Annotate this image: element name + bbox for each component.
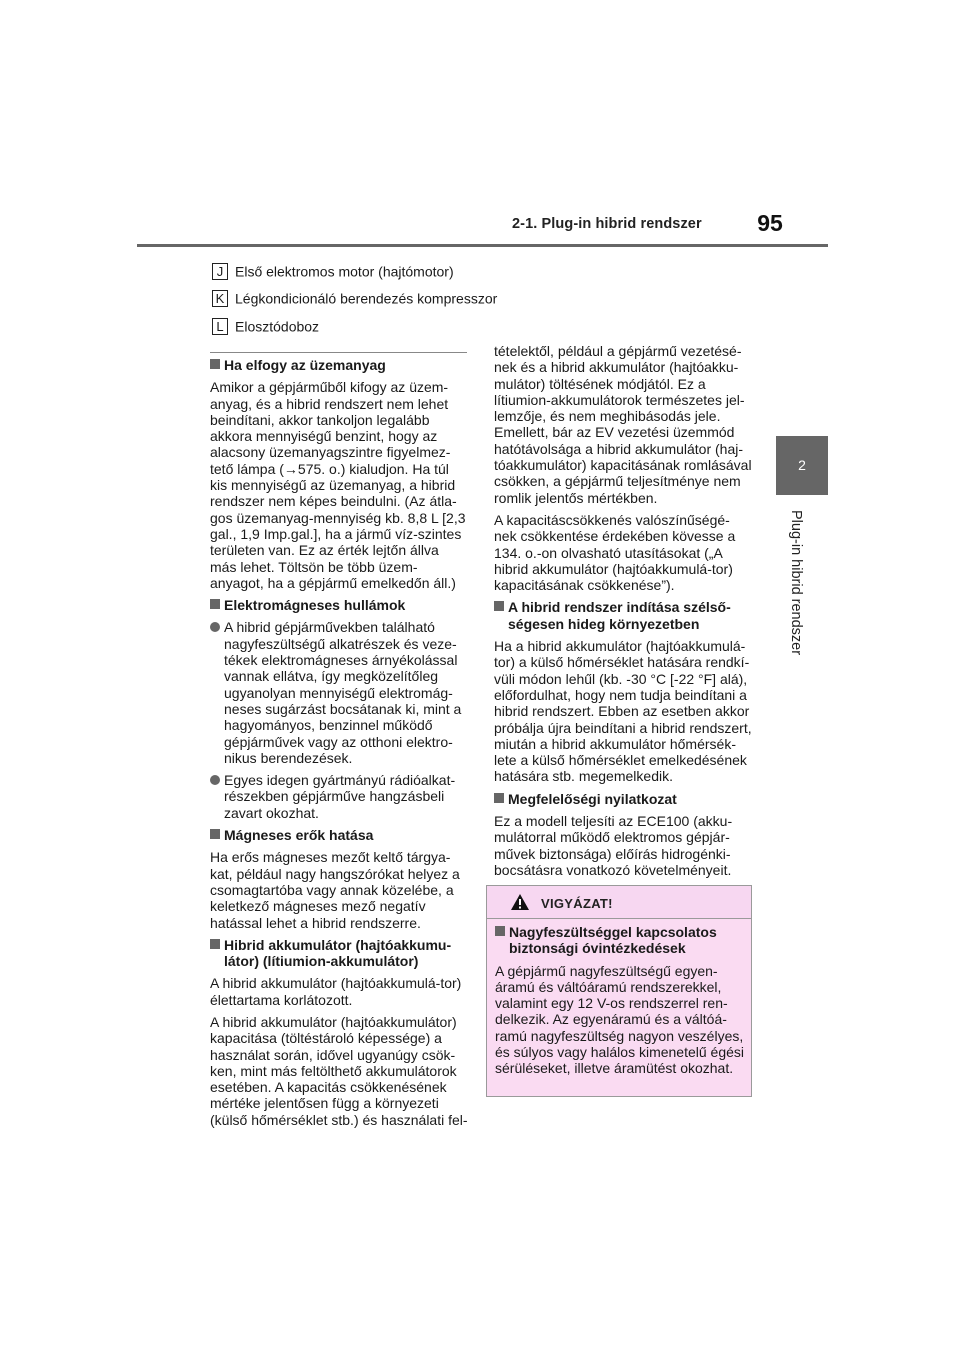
section-title: 2-1. Plug-in hibrid rendszer xyxy=(512,216,702,232)
section-heading: Mágneses erők hatása xyxy=(210,827,468,843)
chapter-tab: 2 xyxy=(776,436,828,495)
section-heading: Elektromágneses hullámok xyxy=(210,597,468,613)
warning-triangle-icon xyxy=(510,893,530,911)
list-item: Egyes idegen gyártmányú rádióalkat-részekben gépjárműve hangzásbeli zavart okozhat. xyxy=(210,772,468,821)
round-bullet-icon xyxy=(210,622,220,632)
legend-key: K xyxy=(212,290,228,307)
paragraph: Amikor a gépjárműből kifogy az üzem-anyag, és a hibrid rendszert nem lehet beindítani, akkor tankoljon legalább akkora mennyiségű benzint, hogy az alacsony üzemanyagszintre figyelmez-tető lámpa (→575. o.) kialudjon. Ha túl kis mennyiségű az üzemanyag, a hibrid rendszer nem képes beindulni. (Az átla-gos üzemanyag-mennyiség kb. 8,8 L [2,3 gal., 1,9 Imp.gal.], ha a jármű víz-szintes területen van. Ez az érték lejtőn állva más lehet. Töltsön be több üzem-anyagot, ha a gépjármű emelkedőn áll.) xyxy=(210,379,466,591)
round-bullet-icon xyxy=(210,775,220,785)
section-heading: A hibrid rendszer indítása szélső-ségesen hideg környezetben xyxy=(494,599,752,632)
paragraph: tételektől, például a gépjármű vezetésé-nek és a hibrid akkumulátor (hajtóakku-mulátor) töltésének módjától. Ez a lítiumion-akkumulátorok természetes jel-lemzője, és nem meghibásodás jele. Emellett, bár az EV vezetési üzemmód hatótávolsága a hibrid akkumulátor (haj-tóakkumulátor) kapacitásának romlásával csökken, a gépjármű teljesítménye nem romlik jelentős mértékben. xyxy=(494,343,752,506)
legend-text: Légkondicionáló berendezés kompresszor xyxy=(235,290,498,307)
square-bullet-icon xyxy=(210,359,220,369)
paragraph: A hibrid akkumulátor (hajtóakkumulá-tor) élettartama korlátozott. xyxy=(210,975,462,1008)
section-divider xyxy=(210,352,467,353)
section-heading: Ha elfogy az üzemanyag xyxy=(210,357,468,373)
section-heading: Hibrid akkumulátor (hajtóakkumu-látor) (lítiumion-akkumulátor) xyxy=(210,937,468,970)
legend-key: L xyxy=(212,318,228,335)
paragraph: Ha a hibrid akkumulátor (hajtóakkumulá-tor) a külső hőmérséklet hatására rendkí-vüli módon lehűl (kb. -30 °C [-22 °F] alá), előfordulhat, hogy nem tudja beindítani a hibrid rendszert. Ebben az esetben akkor próbálja újra beindítani a hibrid rendszert, miután a hibrid akkumulátor hőmérsék-lete a külső hőmérséklet emelkedésének hatására stb. megemelkedik. xyxy=(494,638,752,785)
paragraph: A kapacitáscsökkenés valószínűségé-nek csökkentése érdekében kövesse a 134. o.-on olvasható utasításokat („A hibrid akkumulátor (hajtóakkumulá-tor) kapacitásának csökkenése”). xyxy=(494,511,736,594)
warning-title: VIGYÁZAT! xyxy=(541,896,613,911)
legend-item xyxy=(212,289,497,309)
warning-heading: Nagyfeszültséggel kapcsolatos biztonsági óvintézkedések xyxy=(495,924,745,957)
left-column xyxy=(210,357,468,1134)
paragraph: A hibrid akkumulátor (hajtóakkumulátor) kapacitása (töltéstároló képessége) a használat során, idővel ugyanúgy csök-ken, mint más feltölthető akkumulátorok esetében. A kapacitás csökkenésének mértéke jelentősen függ a környezeti (külső hőmérséklet stb.) és használati fel- xyxy=(210,1013,468,1128)
legend-item xyxy=(212,262,454,282)
list-item: A hibrid gépjárművekben található nagyfeszültségű alkatrészek és veze-tékek elektromágneses árnyékolással vannak ellátva, így megközelítőleg ugyanolyan mennyiségű elektromág-neses sugárzást bocsátanak ki, mint a hagyományos, benzinnel működő gépjárművek vagy az otthoni elektro-nikus berendezések. xyxy=(210,619,468,766)
square-bullet-icon xyxy=(210,599,220,609)
section-heading: Megfelelőségi nyilatkozat xyxy=(494,791,752,807)
square-bullet-icon xyxy=(494,793,504,803)
page-number: 95 xyxy=(757,210,783,236)
legend-text: Elosztódoboz xyxy=(235,318,320,335)
chapter-side-label: Plug-in hibrid rendszer xyxy=(788,510,804,656)
legend-item xyxy=(212,317,319,337)
right-column xyxy=(494,343,752,884)
chapter-side-label-wrap xyxy=(784,510,804,770)
square-bullet-icon xyxy=(210,939,220,949)
square-bullet-icon xyxy=(495,926,505,936)
paragraph: Ha erős mágneses mezőt keltő tárgya-kat, például nagy hangszórókat helyez a csomagtartóba vagy annak közelébe, a keletkező mágneses mező negatív hatással lehet a hibrid rendszerre. xyxy=(210,849,460,931)
square-bullet-icon xyxy=(210,829,220,839)
warning-content xyxy=(495,924,745,1083)
warning-body: A gépjármű nagyfeszültségű egyen-áramú és váltóáramú rendszerekkel, valamint egy 12 V-os rendszerrel ren-delkezik. Az egyenáramú és a váltóá-ramú nagyfeszültség nagyon veszélyes, és súlyos vagy halálos kimenetelű égési sérüléseket, illetve áramütést okozhat. xyxy=(495,962,745,1077)
header-rule xyxy=(137,244,828,247)
square-bullet-icon xyxy=(494,601,504,611)
paragraph: Ez a modell teljesíti az ECE100 (akku-mulátorral működő elektromos gépjár-művek biztonsága) előírás hidrogénki-bocsátásra vonatkozó követelményeit. xyxy=(494,813,733,878)
legend-key: J xyxy=(212,263,228,280)
legend-text: Első elektromos motor (hajtómotor) xyxy=(235,263,454,280)
